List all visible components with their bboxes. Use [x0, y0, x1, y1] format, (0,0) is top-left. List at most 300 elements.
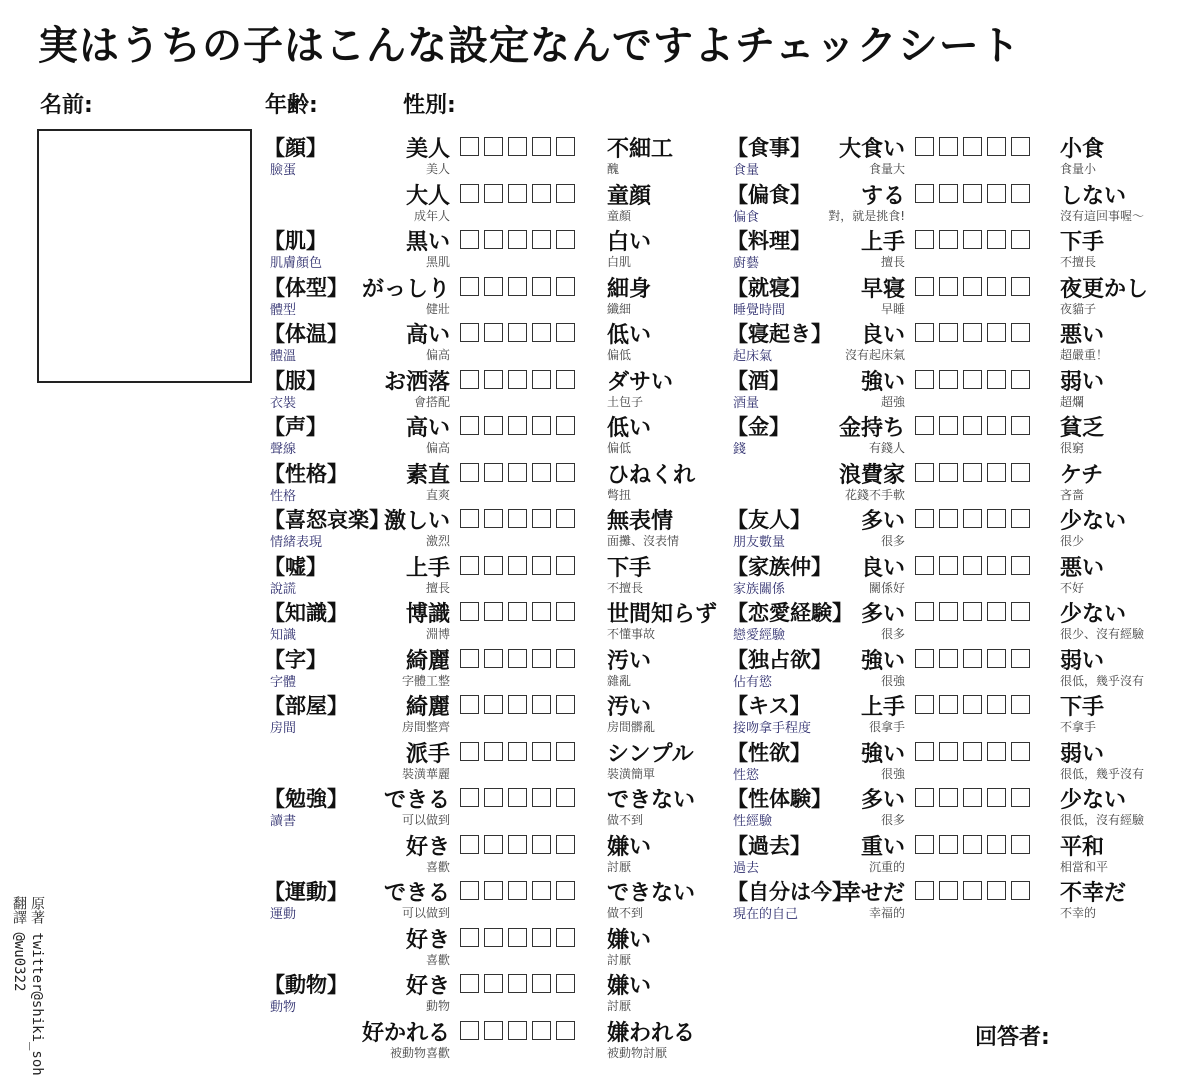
scale-checkbox[interactable]	[484, 463, 503, 482]
checklist-row	[725, 688, 1195, 735]
scale-checkbox[interactable]	[963, 556, 982, 575]
left-trait	[725, 781, 905, 827]
category-translation: 字體	[270, 674, 297, 690]
scale-checkboxes	[460, 742, 575, 761]
scale-checkbox[interactable]	[460, 788, 479, 807]
scale-checkbox[interactable]	[532, 602, 551, 621]
scale-checkbox[interactable]	[987, 184, 1006, 203]
scale-checkbox[interactable]	[915, 277, 934, 296]
scale-checkboxes	[460, 277, 575, 296]
scale-checkbox[interactable]	[963, 230, 982, 249]
category-translation: 讀書	[270, 814, 297, 829]
category-translation: 酒量	[733, 395, 760, 411]
scale-checkbox[interactable]	[460, 649, 479, 668]
right-trait-word: 低い	[607, 416, 652, 441]
scale-checkbox[interactable]	[508, 556, 527, 575]
scale-checkboxes	[915, 602, 1030, 621]
scale-checkbox[interactable]	[915, 184, 934, 203]
scale-checkbox[interactable]	[508, 788, 527, 807]
scale-checkbox[interactable]	[915, 742, 934, 761]
checklist-row	[725, 828, 1195, 875]
left-trait-translation: 黑肌	[425, 255, 450, 269]
scale-checkbox[interactable]	[963, 370, 982, 389]
scale-checkbox[interactable]	[987, 230, 1006, 249]
scale-checkbox[interactable]	[556, 556, 575, 575]
scale-checkbox[interactable]	[987, 649, 1006, 668]
scale-checkbox[interactable]	[460, 974, 479, 993]
scale-checkbox[interactable]	[556, 602, 575, 621]
scale-checkbox[interactable]	[484, 835, 503, 854]
scale-checkbox[interactable]	[915, 137, 934, 156]
category-translation: 衣裝	[270, 395, 297, 411]
scale-checkbox[interactable]	[939, 509, 958, 528]
category-translation: 性格	[270, 488, 297, 504]
scale-checkbox[interactable]	[987, 137, 1006, 156]
scale-checkbox[interactable]	[963, 463, 982, 482]
scale-checkbox[interactable]	[508, 974, 527, 993]
scale-checkbox[interactable]	[556, 137, 575, 156]
scale-checkbox[interactable]	[484, 416, 503, 435]
scale-checkbox[interactable]	[484, 788, 503, 807]
scale-checkbox[interactable]	[987, 370, 1006, 389]
scale-checkbox[interactable]	[532, 649, 551, 668]
scale-checkbox[interactable]	[987, 695, 1006, 714]
scale-checkbox[interactable]	[460, 835, 479, 854]
right-trait-translation: 很窮	[1060, 441, 1085, 455]
scale-checkbox[interactable]	[939, 695, 958, 714]
scale-checkbox[interactable]	[556, 881, 575, 900]
left-trait-translation: 偏高	[425, 348, 450, 362]
scale-checkbox[interactable]	[484, 742, 503, 761]
right-trait-translation: 很少	[1060, 534, 1085, 548]
right-trait-word: できない	[607, 881, 696, 906]
scale-checkbox[interactable]	[556, 928, 575, 947]
scale-checkbox[interactable]	[915, 602, 934, 621]
scale-checkbox[interactable]	[532, 463, 551, 482]
left-trait	[725, 316, 905, 362]
scale-checkbox[interactable]	[963, 277, 982, 296]
scale-checkbox[interactable]	[1011, 602, 1030, 621]
scale-checkbox[interactable]	[915, 230, 934, 249]
right-trait-translation: 夜貓子	[1060, 301, 1097, 316]
scale-checkbox[interactable]	[532, 230, 551, 249]
left-trait	[262, 781, 450, 827]
left-trait	[262, 502, 450, 548]
scale-checkbox[interactable]	[556, 788, 575, 807]
scale-checkbox[interactable]	[939, 835, 958, 854]
scale-checkbox[interactable]	[939, 788, 958, 807]
left-trait-word: 強い	[860, 648, 905, 674]
left-trait-translation: 直爽	[425, 487, 450, 502]
scale-checkbox[interactable]	[484, 649, 503, 668]
category-translation: 性經驗	[733, 814, 773, 829]
left-trait-word: 高い	[405, 323, 450, 348]
scale-checkbox[interactable]	[508, 695, 527, 714]
left-trait-word: 綺麗	[405, 695, 450, 720]
scale-checkbox[interactable]	[508, 742, 527, 761]
right-trait-word: しない	[1060, 183, 1127, 209]
right-trait-translation: 被動物討厭	[607, 1045, 668, 1060]
scale-checkbox[interactable]	[915, 649, 934, 668]
scale-checkbox[interactable]	[484, 881, 503, 900]
scale-checkbox[interactable]	[1011, 416, 1030, 435]
left-trait	[262, 967, 450, 1013]
scale-checkbox[interactable]	[939, 742, 958, 761]
scale-checkbox[interactable]	[963, 509, 982, 528]
left-trait	[262, 270, 450, 316]
left-trait-translation: 房間整齊	[401, 720, 450, 734]
scale-checkbox[interactable]	[460, 230, 479, 249]
left-trait-translation: 字體工整	[401, 673, 450, 688]
scale-checkboxes	[915, 370, 1030, 389]
scale-checkbox[interactable]	[508, 323, 527, 342]
scale-checkbox[interactable]	[484, 928, 503, 947]
scale-checkbox[interactable]	[508, 230, 527, 249]
checklist-row	[262, 270, 722, 317]
category-label: 【就寝】	[727, 275, 811, 300]
scale-checkbox[interactable]	[915, 695, 934, 714]
scale-checkbox[interactable]	[532, 974, 551, 993]
left-trait	[725, 688, 905, 734]
checklist-row	[725, 456, 1195, 503]
scale-checkbox[interactable]	[508, 370, 527, 389]
left-trait-word: 多い	[860, 788, 905, 813]
scale-checkbox[interactable]	[508, 928, 527, 947]
scale-checkbox[interactable]	[532, 835, 551, 854]
checklist-row	[262, 967, 722, 1014]
scale-checkbox[interactable]	[532, 184, 551, 203]
scale-checkbox[interactable]	[484, 695, 503, 714]
scale-checkbox[interactable]	[1011, 742, 1030, 761]
scale-checkboxes	[460, 881, 575, 900]
scale-checkbox[interactable]	[939, 370, 958, 389]
checklist-row	[262, 642, 722, 689]
scale-checkbox[interactable]	[460, 416, 479, 435]
left-trait	[725, 549, 905, 595]
scale-checkbox[interactable]	[532, 928, 551, 947]
left-trait-word: 浪費家	[838, 462, 905, 488]
right-trait-translation: 做不到	[607, 813, 644, 827]
scale-checkbox[interactable]	[460, 463, 479, 482]
scale-checkbox[interactable]	[939, 463, 958, 482]
scale-checkbox[interactable]	[508, 509, 527, 528]
scale-checkbox[interactable]	[915, 556, 934, 575]
scale-checkbox[interactable]	[460, 556, 479, 575]
scale-checkboxes	[460, 184, 575, 203]
scale-checkboxes	[460, 463, 575, 482]
scale-checkbox[interactable]	[508, 881, 527, 900]
scale-checkbox[interactable]	[987, 323, 1006, 342]
left-trait-translation: 喜歡	[425, 859, 450, 874]
scale-checkbox[interactable]	[556, 695, 575, 714]
scale-checkbox[interactable]	[939, 649, 958, 668]
scale-checkbox[interactable]	[556, 649, 575, 668]
scale-checkbox[interactable]	[939, 881, 958, 900]
category-label: 【顔】	[264, 136, 327, 160]
left-trait-translation: 可以做到	[401, 813, 450, 827]
scale-checkboxes	[460, 509, 575, 528]
category-label: 【体温】	[264, 322, 348, 346]
scale-checkbox[interactable]	[1011, 230, 1030, 249]
checklist-row	[262, 1014, 722, 1061]
checklist-row	[725, 223, 1195, 270]
scale-checkbox[interactable]	[532, 509, 551, 528]
scale-checkbox[interactable]	[963, 788, 982, 807]
scale-checkbox[interactable]	[508, 1021, 527, 1040]
category-label: 【字】	[264, 647, 327, 672]
scale-checkbox[interactable]	[556, 1021, 575, 1040]
scale-checkbox[interactable]	[1011, 463, 1030, 482]
scale-checkbox[interactable]	[939, 323, 958, 342]
scale-checkboxes	[460, 323, 575, 342]
scale-checkbox[interactable]	[556, 742, 575, 761]
scale-checkbox[interactable]	[556, 416, 575, 435]
left-trait-word: 上手	[860, 230, 905, 255]
scale-checkbox[interactable]	[1011, 323, 1030, 342]
left-trait-word: 好かれる	[361, 1020, 450, 1046]
category-translation: 接吻拿手程度	[733, 721, 812, 736]
scale-checkbox[interactable]	[1011, 137, 1030, 156]
checklist-row	[262, 874, 722, 921]
category-label: 【声】	[264, 415, 327, 439]
scale-checkbox[interactable]	[532, 416, 551, 435]
scale-checkbox[interactable]	[915, 509, 934, 528]
right-trait-word: 夜更かし	[1060, 276, 1149, 302]
category-label: 【喜怒哀楽】	[264, 508, 390, 532]
category-label: 【家族仲】	[727, 554, 832, 579]
scale-checkbox[interactable]	[963, 695, 982, 714]
right-trait-translation: 不幸的	[1060, 906, 1097, 920]
left-trait	[262, 130, 450, 176]
scale-checkbox[interactable]	[987, 835, 1006, 854]
category-label: 【酒】	[727, 368, 790, 393]
scale-checkbox[interactable]	[1011, 370, 1030, 389]
left-trait-translation: 被動物喜歡	[389, 1045, 450, 1060]
scale-checkbox[interactable]	[532, 695, 551, 714]
left-trait	[262, 549, 450, 595]
scale-checkbox[interactable]	[963, 742, 982, 761]
left-trait-word: 上手	[405, 555, 450, 581]
scale-checkbox[interactable]	[460, 137, 479, 156]
category-label: 【キス】	[727, 694, 811, 718]
left-trait	[725, 502, 905, 548]
scale-checkbox[interactable]	[508, 137, 527, 156]
scale-checkbox[interactable]	[508, 416, 527, 435]
scale-checkbox[interactable]	[484, 556, 503, 575]
scale-checkbox[interactable]	[460, 881, 479, 900]
right-trait-word: 少ない	[1060, 602, 1127, 627]
left-checklist	[262, 130, 722, 1060]
scale-checkbox[interactable]	[460, 184, 479, 203]
scale-checkbox[interactable]	[508, 184, 527, 203]
scale-checkbox[interactable]	[532, 277, 551, 296]
category-label: 【恋愛経験】	[727, 601, 853, 625]
scale-checkbox[interactable]	[939, 556, 958, 575]
name-label: 名前:	[40, 93, 93, 118]
scale-checkbox[interactable]	[532, 556, 551, 575]
scale-checkbox[interactable]	[1011, 184, 1030, 203]
scale-checkbox[interactable]	[963, 323, 982, 342]
right-trait-word: 低い	[607, 323, 652, 348]
scale-checkbox[interactable]	[1011, 509, 1030, 528]
category-translation: 錢	[733, 442, 747, 457]
category-translation: 運動	[270, 907, 297, 922]
scale-checkboxes	[915, 230, 1030, 249]
category-translation: 食量	[733, 163, 760, 178]
right-trait-word: 不細工	[607, 137, 674, 162]
scale-checkbox[interactable]	[987, 463, 1006, 482]
scale-checkbox[interactable]	[532, 370, 551, 389]
scale-checkbox[interactable]	[460, 602, 479, 621]
scale-checkboxes	[915, 323, 1030, 342]
scale-checkbox[interactable]	[484, 184, 503, 203]
scale-checkbox[interactable]	[484, 230, 503, 249]
scale-checkbox[interactable]	[1011, 649, 1030, 668]
scale-checkbox[interactable]	[1011, 835, 1030, 854]
scale-checkbox[interactable]	[1011, 556, 1030, 575]
scale-checkbox[interactable]	[460, 1021, 479, 1040]
scale-checkbox[interactable]	[460, 695, 479, 714]
right-trait-translation: 很低，幾乎沒有	[1060, 673, 1145, 688]
scale-checkbox[interactable]	[556, 277, 575, 296]
left-trait-translation: 可以做到	[401, 906, 450, 920]
right-trait-word: 悪い	[1060, 323, 1105, 348]
scale-checkbox[interactable]	[556, 184, 575, 203]
scale-checkbox[interactable]	[460, 509, 479, 528]
scale-checkbox[interactable]	[915, 323, 934, 342]
scale-checkbox[interactable]	[532, 1021, 551, 1040]
right-trait-word: 弱い	[1060, 648, 1105, 674]
category-translation: 房間	[270, 721, 297, 736]
checklist-row	[725, 130, 1195, 177]
scale-checkbox[interactable]	[963, 416, 982, 435]
scale-checkbox[interactable]	[460, 370, 479, 389]
scale-checkbox[interactable]	[963, 835, 982, 854]
category-label: 【勉強】	[264, 787, 348, 811]
left-trait-word: 素直	[405, 462, 450, 488]
scale-checkbox[interactable]	[556, 370, 575, 389]
scale-checkboxes	[915, 509, 1030, 528]
scale-checkbox[interactable]	[460, 323, 479, 342]
right-trait-translation: 彆扭	[607, 487, 632, 502]
scale-checkbox[interactable]	[508, 602, 527, 621]
scale-checkbox[interactable]	[532, 323, 551, 342]
scale-checkbox[interactable]	[939, 602, 958, 621]
left-trait-word: 幸せだ	[838, 881, 905, 906]
category-label: 【自分は今】	[727, 880, 853, 904]
portrait-box[interactable]	[37, 129, 252, 383]
scale-checkbox[interactable]	[484, 137, 503, 156]
scale-checkbox[interactable]	[484, 323, 503, 342]
right-trait-word: 嫌われる	[607, 1020, 696, 1046]
scale-checkbox[interactable]	[484, 602, 503, 621]
scale-checkbox[interactable]	[532, 881, 551, 900]
category-label: 【性体験】	[727, 787, 832, 811]
left-trait-word: 好き	[405, 927, 450, 953]
checklist-row	[262, 130, 722, 177]
scale-checkbox[interactable]	[915, 463, 934, 482]
right-trait-translation: 不拿手	[1060, 720, 1097, 734]
scale-checkbox[interactable]	[556, 230, 575, 249]
scale-checkbox[interactable]	[987, 277, 1006, 296]
scale-checkbox[interactable]	[1011, 277, 1030, 296]
scale-checkbox[interactable]	[1011, 695, 1030, 714]
scale-checkbox[interactable]	[556, 835, 575, 854]
scale-checkbox[interactable]	[532, 137, 551, 156]
scale-checkboxes	[915, 556, 1030, 575]
scale-checkbox[interactable]	[1011, 881, 1030, 900]
scale-checkbox[interactable]	[987, 788, 1006, 807]
scale-checkbox[interactable]	[915, 835, 934, 854]
scale-checkbox[interactable]	[939, 416, 958, 435]
left-trait-translation: 會搭配	[413, 394, 450, 409]
scale-checkbox[interactable]	[963, 649, 982, 668]
scale-checkbox[interactable]	[939, 137, 958, 156]
scale-checkbox[interactable]	[508, 835, 527, 854]
scale-checkbox[interactable]	[915, 416, 934, 435]
scale-checkbox[interactable]	[939, 277, 958, 296]
scale-checkbox[interactable]	[460, 928, 479, 947]
scale-checkbox[interactable]	[556, 974, 575, 993]
right-trait-word: 童顔	[607, 183, 652, 209]
left-trait-translation: 沒有起床氣	[844, 348, 905, 362]
scale-checkbox[interactable]	[963, 602, 982, 621]
scale-checkbox[interactable]	[915, 370, 934, 389]
scale-checkbox[interactable]	[987, 742, 1006, 761]
scale-checkbox[interactable]	[508, 649, 527, 668]
scale-checkbox[interactable]	[939, 184, 958, 203]
category-translation: 說謊	[270, 581, 297, 597]
scale-checkbox[interactable]	[963, 881, 982, 900]
scale-checkbox[interactable]	[508, 277, 527, 296]
scale-checkbox[interactable]	[963, 137, 982, 156]
left-trait-word: できる	[383, 788, 450, 813]
scale-checkboxes	[460, 788, 575, 807]
right-trait-translation: 超爛	[1060, 394, 1085, 409]
category-translation: 戀愛經驗	[733, 628, 786, 643]
scale-checkbox[interactable]	[484, 370, 503, 389]
scale-checkbox[interactable]	[987, 509, 1006, 528]
scale-checkbox[interactable]	[963, 184, 982, 203]
scale-checkbox[interactable]	[556, 463, 575, 482]
scale-checkbox[interactable]	[484, 509, 503, 528]
scale-checkbox[interactable]	[987, 556, 1006, 575]
scale-checkbox[interactable]	[484, 1021, 503, 1040]
category-label: 【過去】	[727, 833, 811, 858]
category-translation: 朋友數量	[733, 535, 786, 550]
scale-checkbox[interactable]	[556, 323, 575, 342]
scale-checkbox[interactable]	[484, 277, 503, 296]
scale-checkbox[interactable]	[987, 602, 1006, 621]
left-trait	[262, 316, 450, 362]
scale-checkbox[interactable]	[508, 463, 527, 482]
scale-checkbox[interactable]	[460, 742, 479, 761]
scale-checkbox[interactable]	[484, 974, 503, 993]
scale-checkbox[interactable]	[460, 277, 479, 296]
scale-checkbox[interactable]	[532, 742, 551, 761]
scale-checkbox[interactable]	[532, 788, 551, 807]
right-trait-word: 白い	[607, 230, 652, 255]
scale-checkbox[interactable]	[915, 788, 934, 807]
scale-checkbox[interactable]	[939, 230, 958, 249]
scale-checkbox[interactable]	[556, 509, 575, 528]
scale-checkbox[interactable]	[987, 881, 1006, 900]
scale-checkbox[interactable]	[1011, 788, 1030, 807]
right-trait-word: できない	[607, 788, 696, 813]
scale-checkbox[interactable]	[915, 881, 934, 900]
category-translation: 情緒表現	[270, 535, 323, 550]
scale-checkbox[interactable]	[987, 416, 1006, 435]
